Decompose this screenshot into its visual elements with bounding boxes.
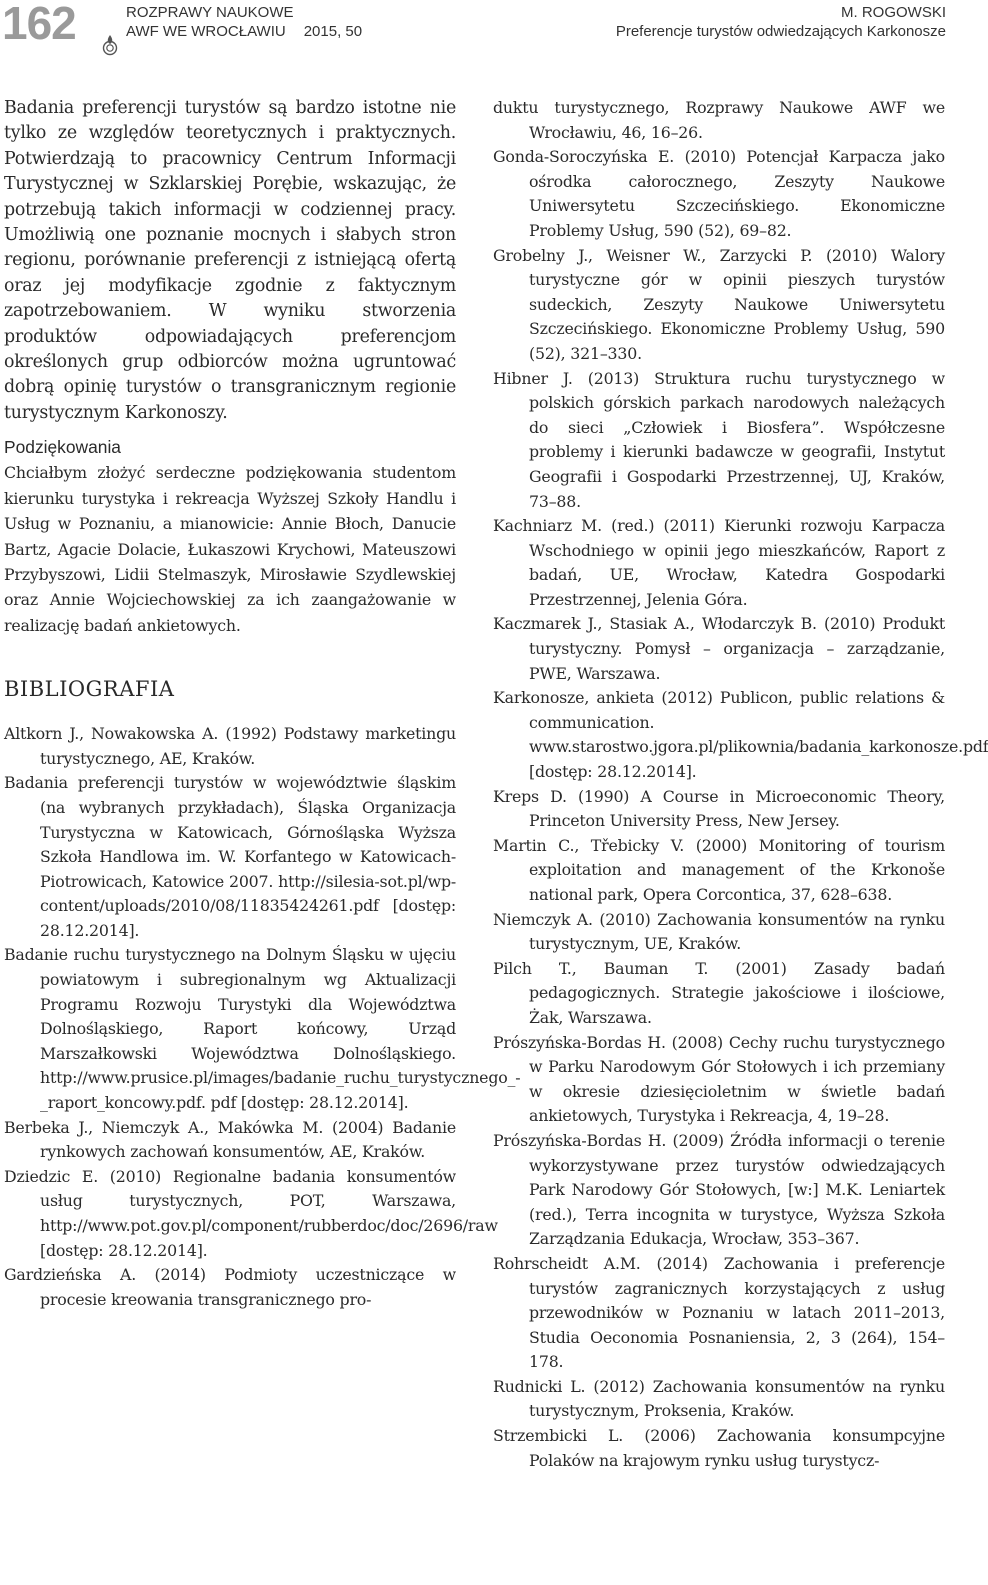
reference-item: Niemczyk A. (2010) Zachowania konsumentów na rynku turystycznym, UE, Kraków. bbox=[493, 909, 945, 954]
acknowledgements-heading: Podziękowania bbox=[4, 437, 121, 458]
bibliography-heading: BIBLIOGRAFIA bbox=[4, 677, 175, 702]
reference-item: Gardzieńska A. (2014) Podmioty uczestniczące w procesie kreowania transgranicznego pro- bbox=[4, 1265, 456, 1309]
reference-item: Prószyńska-Bordas H. (2008) Cechy ruchu turystycznego w Parku Narodowym Gór Stołowych i ich przemiany w okresie dziesięcioletnim w świetle badań ankietowych, Turystyka i Rekreacja, 4, 19–28. bbox=[493, 1032, 945, 1126]
left-column bbox=[4, 96, 521, 1312]
right-column bbox=[493, 96, 988, 1473]
reference-item: Prószyńska-Bordas H. (2009) Źródła informacji o terenie wykorzystywane przez turystów odwiedzających Park Narodowy Gór Stołowych, [w:] M.K. Leniartek (red.), Terra incognita w turystyce, Wyższa Szkoła Zarządzania Edukacja, Wrocław, 353–367. bbox=[493, 1130, 945, 1249]
reference-item: Berbeka J., Niemczyk A., Makówka M. (2004) Badanie rynkowych zachowań konsumentów, AE, Kraków. bbox=[4, 1117, 456, 1162]
page-header bbox=[0, 0, 960, 60]
reference-item: Altkorn J., Nowakowska A. (1992) Podstawy marketingu turystycznego, AE, Kraków. bbox=[4, 724, 456, 768]
author-name: M. ROGOWSKI bbox=[841, 4, 946, 21]
reference-item: Kachniarz M. (red.) (2011) Kierunki rozwoju Karpacza Wschodniego w opinii jego mieszkańców, Raport z badań, UE, Wrocław, Katedra Gospodarki Przestrzennej, Jelenia Góra. bbox=[493, 516, 945, 609]
reference-item: Martin C., Třebicky V. (2000) Monitoring of tourism exploitation and management of the Krkonoše national park, Opera Corcontica, 37, 628–638. bbox=[493, 835, 945, 904]
reference-item: Hibner J. (2013) Struktura ruchu turystycznego w polskich górskich parkach narodowych należących do sieci „Człowiek i Biosfera”. Współczesne problemy i kierunki badawcze w geografii, Instytut Geografii i Gospodarki Przestrzennej, UJ, Kraków, 73–88. bbox=[493, 368, 945, 511]
running-head bbox=[616, 3, 946, 41]
bibliography-list-right bbox=[493, 96, 988, 1473]
bibliography-list-left bbox=[4, 722, 521, 1312]
journal-info bbox=[126, 3, 362, 41]
journal-name: AWF WE WROCŁAWIU bbox=[126, 23, 286, 40]
reference-item: Grobelny J., Weisner W., Zarzycki P. (2010) Walory turystyczne gór w opinii pieszych turystów sudeckich, Zeszyty Naukowe Uniwersytetu Szczecińskiego. Ekonomiczne Problemy Usług, 590 (52), 321–330. bbox=[493, 245, 945, 363]
journal-line-2 bbox=[126, 22, 362, 41]
reference-item: Rudnicki L. (2012) Zachowania konsumentów na rynku turystycznym, Proksenia, Kraków. bbox=[493, 1376, 945, 1421]
reference-item: Kaczmarek J., Stasiak A., Włodarczyk B. (2010) Produkt turystyczny. Pomysł – organizacja – zarządzanie, PWE, Warszawa. bbox=[493, 614, 945, 683]
journal-line-1: ROZPRAWY NAUKOWE bbox=[126, 4, 294, 21]
running-title: Preferencje turystów odwiedzających Karkonosze bbox=[615, 23, 946, 40]
year-issue: 2015, 50 bbox=[303, 23, 363, 40]
reference-item: Pilch T., Bauman T. (2001) Zasady badań pedagogicznych. Strategie jakościowe i ilościowe, Żak, Warszawa. bbox=[493, 958, 945, 1027]
awf-logo-icon bbox=[100, 34, 120, 56]
reference-item: Kreps D. (1990) A Course in Microeconomic Theory, Princeton University Press, New Jersey. bbox=[493, 786, 945, 831]
reference-item: Strzembicki L. (2006) Zachowania konsumpcyjne Polaków na krajowym rynku usług turystycz- bbox=[493, 1426, 945, 1470]
reference-item: duktu turystycznego, Rozprawy Naukowe AWF we Wrocławiu, 46, 16–26. bbox=[493, 98, 945, 142]
reference-item: Gonda-Soroczyńska E. (2010) Potencjał Karpacza jako ośrodka całorocznego, Zeszyty Naukowe Uniwersytetu Szczecińskiego. Ekonomiczne Problemy Usług, 590 (52), 69–82. bbox=[493, 147, 945, 240]
page-number: 162 bbox=[2, 0, 76, 49]
body-paragraph: Badania preferencji turystów są bardzo istotne nie tylko ze względów teoretycznych i praktycznych. Potwierdzają to pracownicy Centrum Informacji Turystycznej w Szklarskiej Porębie, wskazując, że potrzebują takich informacji w codziennej pracy. Umożliwią one poznanie mocnych i słabych stron regionu, porównanie preferencji z istniejącą ofertą oraz jej modyfikacje zgodnie z faktycznym zapotrzebowaniem. W wyniku stworzenia produktów odpowiadających preferencjom określonych grup odbiorców można ugruntować dobrą opinię turystów o transgranicznym regionie turystycznym Karkonoszy. bbox=[4, 98, 456, 423]
reference-item: Rohrscheidt A.M. (2014) Zachowania i preferencje turystów zagranicznych korzystających z usług przewodników w Poznaniu w latach 2011–2013, Studia Oeconomia Posnaniensia, 2, 3 (264), 154–178. bbox=[493, 1253, 945, 1372]
acknowledgements-text: Chciałbym złożyć serdeczne podziękowania studentom kierunku turystyka i rekreacja Wyższej Szkoły Handlu i Usług w Poznaniu, a mianowicie: Annie Błoch, Danucie Bartz, Agacie Dolacie, Łukaszowi Krychowi, Mateuszowi Przybyszowi, Lidii Stelmaszyk, Mirosławie Szydlewskiej oraz Annie Wojciechowskiej za ich zaangażowanie w realizację badań ankietowych. bbox=[4, 463, 456, 635]
reference-item: Dziedzic E. (2010) Regionalne badania konsumentów usług turystycznych, POT, Warszawa, http://www.pot.gov.pl/component/rubberdoc/doc/2696/raw [dostęp: 28.12.2014]. bbox=[4, 1166, 498, 1260]
reference-item: Karkonosze, ankieta (2012) Publicon, public relations & communication. www.starostwo.jgora.pl/plikownia/badania_karkonosze.pdf [dostęp: 28.12.2014]. bbox=[493, 688, 988, 782]
reference-item: Badanie ruchu turystycznego na Dolnym Śląsku w ujęciu powiatowym i subregionalnym wg Aktualizacji Programu Rozwoju Turystyki dla Województwa Dolnośląskiego, Raport końcowy, Urząd Marszałkowski Województwa Dolnośląskiego. http://www.prusice.pl/images/badanie_ruchu_turystycznego_-_raport_koncowy.pdf. pdf [dostęp: 28.12.2014]. bbox=[4, 945, 521, 1113]
reference-item: Badania preferencji turystów w województwie śląskim (na wybranych przykładach), Śląska Organizacja Turystyczna w Katowicach, Górnośląska Wyższa Szkoła Handlowa im. W. Korfantego w Katowicach-Piotrowicach, Katowice 2007. http://silesia-sot.pl/wp-content/uploads/2010/08/11835424261.pdf [dostęp: 28.12.2014]. bbox=[4, 773, 456, 940]
